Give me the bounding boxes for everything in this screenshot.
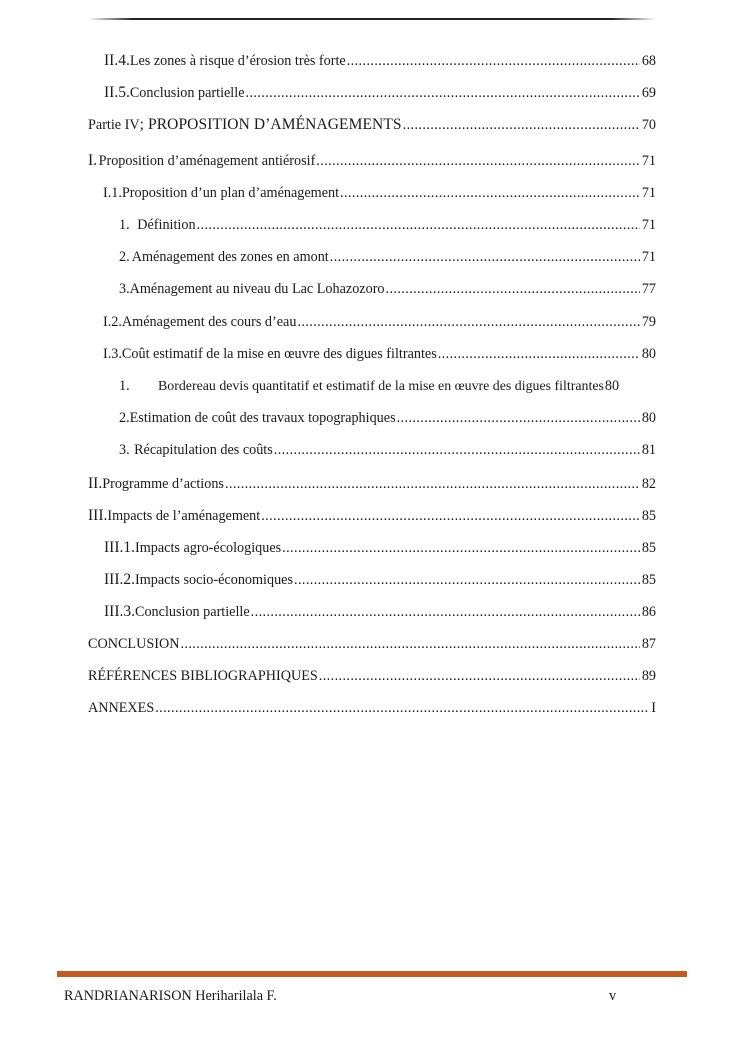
toc-entry-page: 71	[641, 217, 656, 233]
toc-entry[interactable]	[88, 116, 656, 138]
toc-entry-number: 1.	[119, 217, 130, 233]
footer-author: RANDRIANARISON Heriharilala F.	[64, 988, 277, 1004]
toc-entry-page: 80	[641, 346, 656, 362]
toc-entry-page: 79	[641, 314, 656, 330]
toc-entry-number: I.2.	[103, 314, 122, 330]
toc-entry[interactable]	[88, 346, 656, 368]
toc-entry[interactable]	[88, 603, 656, 625]
toc-entry-page: 71	[641, 185, 656, 201]
toc-entry-title: Aménagement au niveau du Lac Lohazozoro	[129, 281, 385, 297]
toc-entry[interactable]	[88, 314, 656, 336]
header-rule	[88, 18, 656, 20]
toc-leader-dots	[225, 476, 640, 493]
toc-entry-page: 68	[641, 53, 656, 69]
toc-leader-dots	[340, 185, 640, 202]
toc-entry-page: 85	[641, 508, 656, 524]
footer-page-number: v	[609, 988, 617, 1004]
toc-leader-dots	[297, 314, 639, 331]
toc-entry-title: Définition	[137, 217, 196, 233]
toc-entry-page: 77	[641, 281, 656, 297]
toc-entry[interactable]	[88, 249, 656, 271]
toc-entry-number: Partie IV	[88, 117, 140, 133]
toc-entry[interactable]	[88, 185, 656, 207]
toc-leader-dots	[347, 53, 640, 70]
toc-entry-page: 85	[641, 540, 656, 556]
toc-entry[interactable]	[88, 442, 656, 464]
toc-entry-page: 71	[641, 153, 656, 169]
toc-entry-number: II.5.	[104, 84, 130, 101]
toc-leader-dots	[438, 346, 640, 363]
toc-entry-title: RÉFÉRENCES BIBLIOGRAPHIQUES	[88, 668, 318, 684]
toc-leader-dots	[197, 217, 640, 234]
toc-entry-number: III.	[88, 507, 108, 524]
toc-entry[interactable]	[88, 52, 656, 74]
toc-entry-title: ANNEXES	[88, 700, 155, 716]
toc-entry[interactable]	[88, 281, 656, 303]
toc-entry[interactable]	[88, 84, 656, 106]
toc-leader-dots	[274, 442, 640, 459]
toc-leader-dots	[386, 281, 640, 298]
toc-entry-title: Bordereau devis quantitatif et estimatif de la mise en œuvre des digues filtrantes	[158, 379, 604, 394]
toc-entry-title: Impacts de l’aménagement	[107, 508, 261, 524]
toc-entry-title: Estimation de coût des travaux topographiques	[129, 410, 396, 426]
toc-entry-page: I	[651, 700, 656, 716]
toc-entry-title: Programme d’actions	[102, 476, 224, 492]
toc-entry-title: Conclusion partielle	[135, 604, 250, 620]
toc-entry-page: 89	[641, 668, 656, 684]
toc-entry-number: II.	[88, 475, 103, 492]
toc-entry-page: 80	[604, 378, 620, 394]
toc-entry-number: III.2.	[104, 571, 135, 588]
toc-entry-number: 3.	[119, 281, 130, 297]
toc-entry[interactable]	[88, 410, 656, 432]
toc-leader-dots	[330, 249, 640, 266]
toc-leader-dots	[251, 604, 640, 621]
toc-entry[interactable]	[88, 700, 656, 722]
toc-leader-dots	[403, 117, 640, 134]
toc-leader-dots	[294, 572, 640, 589]
toc-entry-number: 2.	[119, 410, 130, 426]
toc-leader-dots	[282, 540, 640, 557]
toc-leader-dots	[316, 153, 640, 170]
toc-entry[interactable]	[88, 636, 656, 658]
toc-entry-page: 71	[641, 249, 656, 265]
toc-leader-dots	[155, 700, 649, 717]
toc-entry-title: Aménagement des cours d’eau	[121, 314, 297, 330]
toc-entry-page: 69	[641, 85, 656, 101]
toc-leader-dots	[180, 636, 639, 653]
toc-entry-number: III.1.	[104, 539, 135, 556]
toc-entry[interactable]	[88, 571, 656, 593]
toc-entry-number: 3.	[119, 442, 130, 458]
toc-entry[interactable]	[88, 668, 656, 690]
toc-entry-number: 2.	[119, 249, 130, 265]
toc-entry-number: I.	[88, 152, 98, 169]
toc-leader-dots	[319, 668, 640, 685]
toc-entry-title: ; PROPOSITION D’AMÉNAGEMENTS	[139, 116, 402, 133]
toc-entry-number: I.3.	[103, 346, 122, 362]
toc-entry-title: Proposition d’aménagement antiérosif	[98, 153, 316, 169]
toc-leader-dots	[397, 410, 640, 427]
toc-entry-number: II.4.	[104, 52, 130, 69]
toc-entry-number: III.3.	[104, 603, 135, 620]
toc-entry[interactable]	[88, 152, 656, 174]
toc-entry-page: 86	[641, 604, 656, 620]
toc-entry-title: Proposition d’un plan d’aménagement	[121, 185, 340, 201]
toc-entry-title: Conclusion partielle	[129, 85, 245, 101]
toc-entry[interactable]	[88, 475, 656, 497]
toc-entry-number: 1.	[119, 378, 130, 394]
toc-leader-dots	[261, 508, 640, 525]
toc-entry-title: Récapitulation des coûts	[134, 442, 273, 458]
toc-entry-page: 80	[641, 410, 656, 426]
footer-rule	[57, 971, 687, 977]
toc-entry-page: 82	[641, 476, 656, 492]
toc-entry[interactable]	[88, 378, 656, 400]
toc-entry-title: CONCLUSION	[88, 636, 180, 652]
toc-entry-title: Impacts socio-économiques	[135, 572, 293, 588]
toc-leader-dots	[246, 85, 640, 102]
toc-entry[interactable]	[88, 507, 656, 529]
toc-entry-page: 81	[641, 442, 656, 458]
toc-entry-page: 85	[641, 572, 656, 588]
toc-entry-page: 87	[641, 636, 656, 652]
toc-entry-title: Aménagement des zones en amont	[131, 249, 329, 265]
toc-entry-title: Coût estimatif de la mise en œuvre des digues filtrantes	[121, 346, 437, 362]
toc-entry-title: Impacts agro-écologiques	[135, 540, 282, 556]
toc-entry[interactable]	[88, 539, 656, 561]
toc-entry-title: Les zones à risque d’érosion très forte	[129, 53, 346, 69]
toc-entry[interactable]	[88, 217, 656, 239]
toc-entry-page: 70	[641, 117, 656, 133]
toc-entry-number: I.1.	[103, 185, 122, 201]
